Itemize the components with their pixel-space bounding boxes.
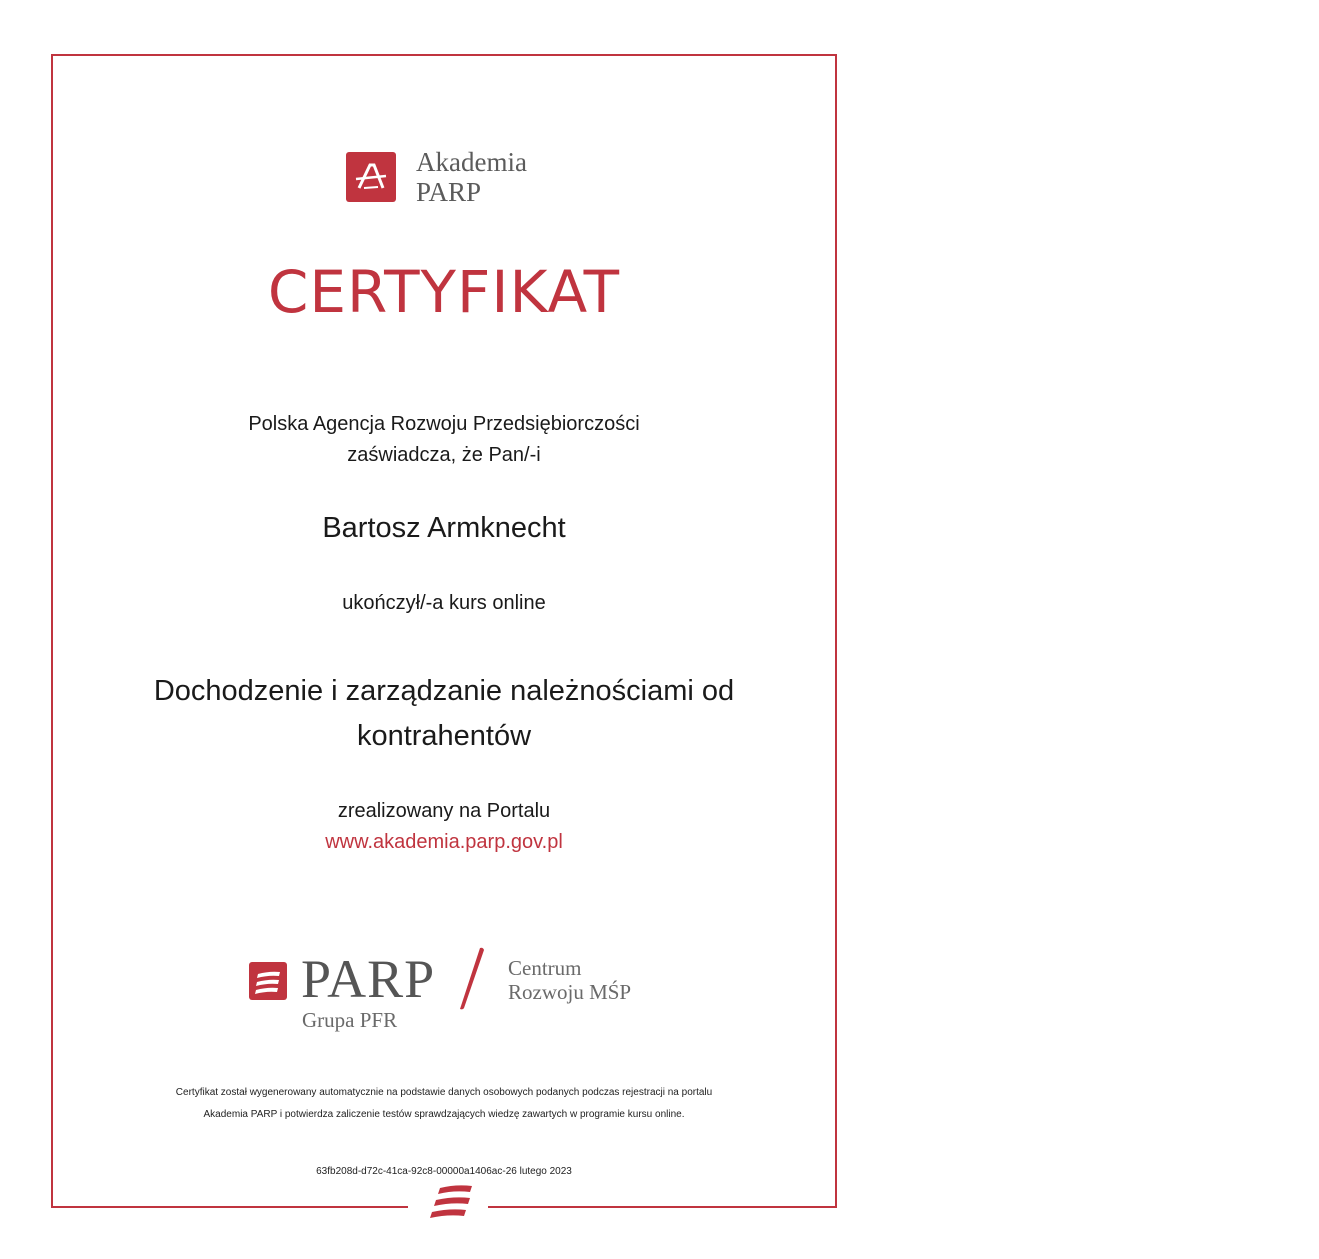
- akademia-text: [416, 147, 527, 207]
- akademia-line1: Akademia: [416, 147, 527, 177]
- akademia-a-icon: [346, 152, 396, 202]
- portal-url-link[interactable]: www.akademia.parp.gov.pl: [325, 831, 563, 853]
- footnote-line1: Certyfikat został wygenerowany automatycznie na podstawie danych osobowych podanych podczas rejestracji na portalu: [175, 1087, 713, 1098]
- course-title: [51, 669, 837, 759]
- parp-wordmark: PARP: [301, 949, 436, 1009]
- issuer-line2: zaświadcza, że Pan/-i: [347, 444, 541, 466]
- akademia-line2: PARP: [416, 177, 482, 207]
- parp-bottom-flag-icon: [426, 1180, 476, 1226]
- centrum-line2: Rozwoju MŚP: [508, 980, 632, 1004]
- recipient-name: Bartosz Armknecht: [322, 512, 566, 544]
- parp-flag-icon: [249, 962, 287, 1000]
- certificate-serial-date: 63fb208d-d72c-41ca-92c8-00000a1406ac-26 lutego 2023: [316, 1166, 572, 1177]
- course-line1: Dochodzenie i zarządzanie należnościami od: [153, 675, 735, 707]
- issuer-line1: Polska Agencja Rozwoju Przedsiębiorczości: [248, 413, 640, 435]
- red-slash-divider: [452, 946, 492, 1012]
- parp-logo: [246, 946, 656, 1036]
- completed-text: ukończył/-a kurs online: [342, 592, 546, 614]
- centrum-rozwoju-text: [508, 956, 631, 1004]
- footnote-line2: Akademia PARP i potwierdza zaliczenie testów sprawdzających wiedzę zawartych w programie kursu online.: [203, 1109, 685, 1120]
- akademia-parp-logo: [346, 147, 527, 207]
- portal-line1: zrealizowany na Portalu: [337, 800, 551, 822]
- issuer-statement: [51, 409, 837, 471]
- portal-info: [51, 796, 837, 858]
- course-line2: kontrahentów: [356, 720, 532, 752]
- certificate-title: CERTYFIKAT: [267, 258, 621, 326]
- centrum-line1: Centrum: [508, 956, 582, 980]
- certificate-footnote: [100, 1082, 788, 1126]
- parp-group-text: Grupa PFR: [302, 1008, 398, 1032]
